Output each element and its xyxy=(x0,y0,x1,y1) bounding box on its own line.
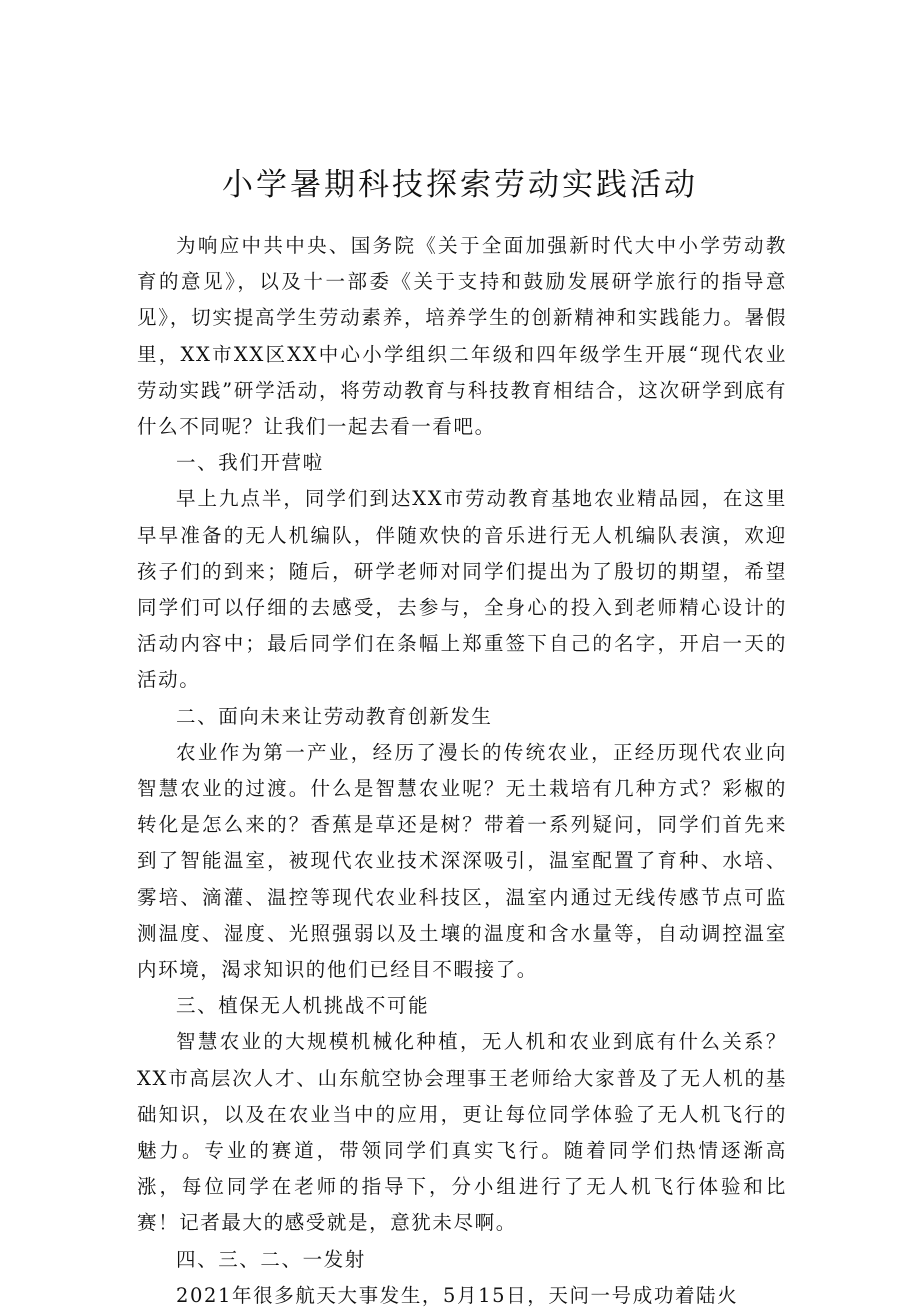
section-paragraph-1: 早上九点半，同学们到达XX市劳动教育基地农业精品园，在这里早早准备的无人机编队，伴随欢快的音乐进行无人机编队表演，欢迎孩子们的到来；随后，研学老师对同学们提出为了殷切的期望，希望同学们可以仔细的去感受，去参与，全身心的投入到老师精心设计的活动内容中；最后同学们在条幅上郑重签下自己的名字，开启一天的活动。 xyxy=(137,487,787,692)
section-paragraph-2: 农业作为第一产业，经历了漫长的传统农业，正经历现代农业向智慧农业的过渡。什么是智慧农业呢？无土栽培有几种方式？彩椒的转化是怎么来的？香蕉是草还是树？带着一系列疑问，同学们首先来到了智能温室，被现代农业技术深深吸引，温室配置了育种、水培、雾培、滴灌、温控等现代农业科技区，温室内通过无线传感节点可监测温度、湿度、光照强弱以及土壤的温度和含水量等，自动调控温室内环境，渴求知识的他们已经目不暇接了。 xyxy=(137,740,787,982)
section-heading-1: 一、我们开营啦 xyxy=(176,451,324,475)
section-heading-4: 四、三、二、一发射 xyxy=(176,1247,366,1271)
document-body xyxy=(137,228,787,1314)
section-heading-2: 二、面向未来让劳动教育创新发生 xyxy=(176,704,493,728)
section-heading-3: 三、植保无人机挑战不可能 xyxy=(176,994,430,1018)
intro-paragraph: 为响应中共中央、国务院《关于全面加强新时代大中小学劳动教育的意见》，以及十一部委《关于支持和鼓励发展研学旅行的指导意见》，切实提高学生劳动素养，培养学生的创新精神和实践能力。暑假里，XX市XX区XX中心小学组织二年级和四年级学生开展“现代农业劳动实践”研学活动，将劳动教育与科技教育相结合，这次研学到底有什么不同呢？让我们一起去看一看吧。 xyxy=(137,234,787,439)
section-paragraph-3: 智慧农业的大规模机械化种植，无人机和农业到底有什么关系？XX市高层次人才、山东航空协会理事王老师给大家普及了无人机的基础知识，以及在农业当中的应用，更让每位同学体验了无人机飞行的魅力。专业的赛道，带领同学们真实飞行。随着同学们热情逐渐高涨，每位同学在老师的指导下，分小组进行了无人机飞行体验和比赛！记者最大的感受就是，意犹未尽啊。 xyxy=(137,1030,787,1235)
section-paragraph-4: 2021年很多航天大事发生，5月15日，天问一号成功着陆火 xyxy=(176,1283,739,1307)
document-title: 小学暑期科技探索劳动实践活动 xyxy=(222,167,698,203)
